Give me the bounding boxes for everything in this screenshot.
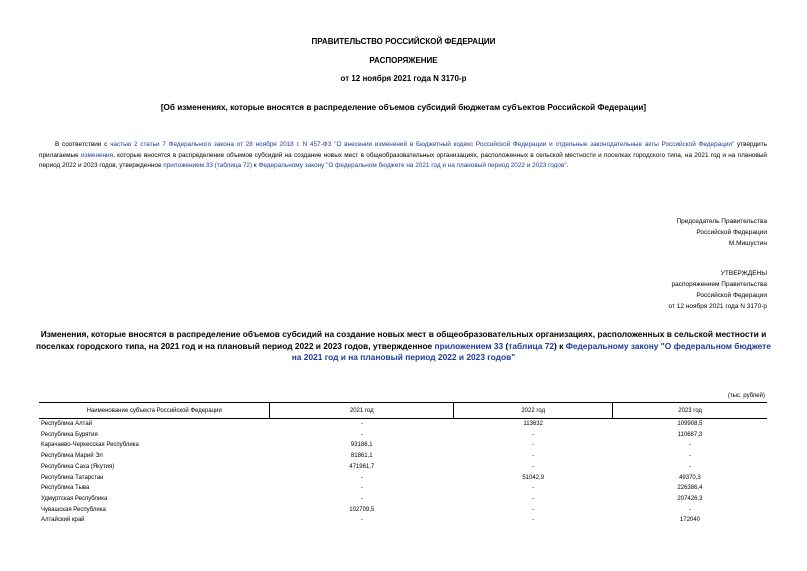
value-cell: 207426,3	[677, 495, 703, 502]
value-cell: 471961,7	[349, 463, 375, 470]
region-cell: Республика Тыва	[41, 485, 90, 492]
header-region: Наименование субъекта Российской Федерации	[39, 403, 270, 419]
table-row	[39, 505, 767, 516]
law-457-link[interactable]: частью 2 статьи 7 Федерального закона от 28 ноября 2018 г. N 457-ФЗ "О внесении изменений в Бюджетный кодекс Российской Федерации и отдельные законодательные акты Российской Федерации"	[110, 141, 735, 148]
table-body	[39, 419, 767, 527]
region-cell: Карачаево-Черкесская Республика	[41, 442, 139, 449]
table-row	[39, 494, 767, 505]
approval-date: от 12 ноября 2021 года N 3170-р	[668, 303, 767, 310]
table-row	[39, 473, 767, 484]
value-cell: -	[360, 431, 363, 438]
value-cell: -	[360, 495, 363, 502]
appendix-33-link[interactable]: приложением 33 (таблица 72)	[163, 162, 253, 169]
value-cell: 102709,5	[349, 506, 375, 513]
value-cell: -	[532, 463, 535, 470]
paragraph-text: В соответствии с	[55, 141, 111, 148]
government-name: ПРАВИТЕЛЬСТВО РОССИЙСКОЙ ФЕДЕРАЦИИ	[311, 37, 496, 46]
paragraph-text: .	[566, 162, 569, 169]
subsidy-table	[39, 402, 767, 526]
signature-position: Председатель Правительства	[676, 218, 767, 225]
value-cell: 172040	[679, 517, 700, 524]
value-cell: -	[532, 506, 535, 513]
value-cell: 113632	[523, 421, 543, 427]
value-cell: -	[688, 453, 691, 460]
value-cell: -	[688, 506, 691, 513]
value-cell: -	[532, 517, 535, 524]
appendix-33-heading-link[interactable]: приложением 33	[434, 340, 504, 351]
value-cell: 49370,3	[679, 474, 701, 481]
signature-block	[676, 216, 767, 249]
value-cell: 110687,3	[677, 431, 703, 438]
header-2022: 2022 год	[454, 403, 613, 419]
value-cell: 109908,5	[677, 421, 703, 427]
header-2023: 2023 год	[613, 403, 767, 419]
table-row	[39, 483, 767, 494]
federal-budget-law-link[interactable]: Федеральному закону "О федеральном бюджете на 2021 год и на плановый период 2022 и 2023 годов"	[258, 162, 567, 169]
table-72-heading-link[interactable]: таблица 72	[508, 340, 555, 351]
heading-text: ) к	[554, 340, 566, 351]
region-cell: Удмуртская Республика	[41, 495, 108, 502]
value-cell: -	[360, 485, 363, 492]
table-row	[39, 430, 767, 441]
header-2021: 2021 год	[270, 403, 454, 419]
heading-text: Изменения, которые вносятся в распределение объемов субсидий на создание новых мест в общеобразовательных организациях, расположенных в сельской местности и поселках городского типа, на 2021 год и на плановый период 2022 и 2023 годов, утвержденное	[36, 329, 767, 351]
changes-link[interactable]: изменения	[81, 151, 114, 159]
value-cell: 51042,9	[522, 474, 545, 481]
table-row	[39, 515, 767, 526]
document-title: [Об изменениях, которые вносятся в распределение объемов субсидий бюджетам субъектов Российской Федерации]	[160, 103, 647, 112]
units-label: (тыс. рублей)	[727, 393, 765, 399]
region-cell: Чувашская Республика	[41, 506, 106, 513]
signature-name: М.Мишустин	[728, 240, 767, 247]
paragraph-text: утвердить прилагаемые	[39, 141, 767, 159]
paragraph-text: к	[252, 162, 259, 169]
heading-text: (	[503, 340, 509, 351]
value-cell: -	[360, 421, 363, 427]
approval-block	[668, 268, 767, 312]
value-cell: -	[532, 453, 535, 460]
table-row	[39, 440, 767, 451]
value-cell: -	[532, 485, 535, 492]
document-date-number: от 12 ноября 2021 года N 3170-р	[340, 74, 467, 83]
value-cell: -	[532, 442, 535, 449]
region-cell: Республика Марий Эл	[41, 453, 103, 460]
document-kind: РАСПОРЯЖЕНИЕ	[369, 56, 438, 65]
approval-line: распоряжением Правительства	[671, 281, 767, 288]
table-row	[39, 451, 767, 462]
paragraph-text: , которые вносятся в распределение объемов субсидий на создание новых мест в общеобразовательных организациях, расположенных в сельской местности и поселках городского типа, на 2021 год и на плановый период 2022 и 2023 годов, утвержденное	[39, 151, 767, 169]
value-cell: 226386,4	[677, 485, 703, 492]
region-cell: Алтайский край	[41, 517, 85, 524]
value-cell: -	[688, 442, 691, 449]
value-cell: -	[688, 463, 691, 470]
region-cell: Республика Бурятия	[41, 431, 98, 438]
region-cell: Республика Татарстан	[41, 474, 104, 481]
table-row	[39, 419, 767, 430]
value-cell: -	[532, 431, 535, 438]
table-row	[39, 462, 767, 473]
approval-title: УТВЕРЖДЕНЫ	[720, 270, 767, 277]
value-cell: -	[360, 474, 363, 481]
value-cell: 81861,1	[350, 453, 373, 460]
federal-law-heading-link[interactable]: Федеральному закону "О федеральном бюджете на 2021 год и на плановый период 2022 и 2023 годов"	[291, 340, 771, 362]
table-header-row	[39, 403, 767, 419]
signature-org: Российской Федерации	[696, 229, 767, 236]
value-cell: -	[532, 495, 535, 502]
value-cell: -	[360, 517, 363, 524]
region-cell: Республика Алтай	[41, 421, 93, 427]
approval-line: Российской Федерации	[696, 292, 767, 299]
region-cell: Республика Саха (Якутия)	[41, 463, 115, 470]
changes-heading	[35, 329, 772, 364]
main-paragraph	[39, 140, 767, 172]
value-cell: 93186,1	[350, 442, 373, 449]
